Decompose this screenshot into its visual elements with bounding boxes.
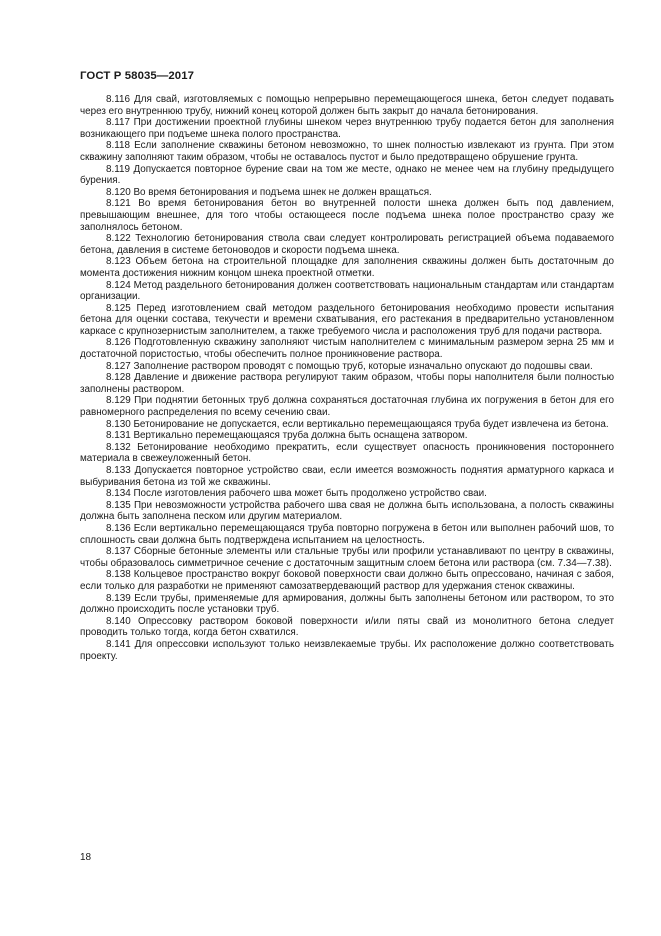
clause-8-122: 8.122 Технологию бетонирования ствола сваи следует контролировать регистрацией объема подаваемого бетона, давления в системе бетоноводов и скорости подъема шнека.: [80, 233, 614, 256]
clause-8-132: 8.132 Бетонирование необходимо прекратить, если существует опасность проникновения постороннего материала в свежеуложенный бетон.: [80, 441, 614, 465]
document-header: ГОСТ Р 58035—2017: [80, 70, 195, 82]
clause-8-140: 8.140 Опрессовку раствором боковой поверхности и/или пяты свай из монолитного бетона следует проводить только тогда, когда бетон схватился.: [80, 615, 614, 639]
clause-8-123: 8.123 Объем бетона на строительной площадке для заполнения скважины должен быть достаточным до момента достижения нижним концом шнека проектной отметки.: [80, 256, 614, 279]
clause-8-131: 8.131 Вертикально перемещающаяся труба должна быть оснащена затвором.: [106, 430, 468, 442]
clause-8-134: 8.134 После изготовления рабочего шва может быть продолжено устройство сваи.: [106, 488, 487, 500]
clause-8-135: 8.135 При невозможности устройства рабочего шва свая не должна быть использована, а полость скважины должна быть заполнена песком или другим материалом.: [80, 499, 614, 523]
clause-8-136: 8.136 Если вертикально перемещающаяся труба повторно погружена в бетон или выполнен рабочий шов, то сплошность сваи должна быть подтверждена испытанием на целостность.: [80, 522, 614, 546]
clause-8-121: 8.121 Во время бетонирования бетон во внутренней полости шнека должен быть под давлением, превышающим внешнее, для того чтобы остающееся после подъема шнека полое пространство сразу же заполнялось бетоном.: [80, 198, 614, 233]
clause-8-138: 8.138 Кольцевое пространство вокруг боковой поверхности сваи должно быть опрессовано, начиная с забоя, если только для разработки не применяют самозатвердевающий раствор для удержания стенок скважины.: [80, 569, 614, 592]
clause-8-118: 8.118 Если заполнение скважины бетоном невозможно, то шнек полностью извлекают из грунта. При этом скважину заполняют таким образом, чтобы не оставалось пустот и было предотвращено обрушение грунта.: [80, 140, 614, 163]
page-number: 18: [80, 852, 92, 863]
clause-8-119: 8.119 Допускается повторное бурение сваи на том же месте, однако не менее чем на глубину предыдущего бурения.: [80, 163, 614, 187]
clause-8-139: 8.139 Если трубы, применяемые для армирования, должны быть заполнены бетоном или раствором, то это должно происходить после установки труб.: [80, 592, 614, 616]
clause-8-141: 8.141 Для опрессовки используют только неизвлекаемые трубы. Их расположение должно соответствовать проекту.: [80, 638, 614, 662]
clause-8-117: 8.117 При достижении проектной глубины шнеком через внутреннюю трубу подается бетон для заполнения возникающего при подъеме шнека полого пространства.: [80, 117, 614, 140]
clause-8-125: 8.125 Перед изготовлением свай методом раздельного бетонирования необходимо провести испытания бетона для оценки состава, текучести и времени схватывания, его растекания в предварительно установленном каркасе с крупнозернистым заполнителем, а также требуемого числа и расположения труб для подачи раствора.: [80, 302, 614, 337]
clause-8-137: 8.137 Сборные бетонные элементы или стальные трубы или профили устанавливают по центру в скважины, чтобы образовалось симметричное сечение с достаточным защитным слоем бетона или раствора (см. 7.34—7.38).: [80, 546, 614, 569]
body-text: [80, 94, 614, 662]
clause-8-116: 8.116 Для свай, изготовляемых с помощью непрерывно перемещающегося шнека, бетон следует подавать через его внутреннюю трубу, нижний конец которой должен быть закрыт до начала бетонирования.: [80, 94, 614, 117]
clause-8-127: 8.127 Заполнение раствором проводят с помощью труб, которые изначально опускают до подошвы сваи.: [106, 360, 593, 372]
clause-8-120: 8.120 Во время бетонирования и подъема шнек не должен вращаться.: [106, 186, 432, 198]
clause-8-130: 8.130 Бетонирование не допускается, если вертикально перемещающаяся труба будет извлечена из бетона.: [106, 418, 609, 430]
clause-8-126: 8.126 Подготовленную скважину заполняют чистым наполнителем с минимальным размером зерна 25 мм и достаточной пористостью, чтобы обеспечить полное проникновение раствора.: [80, 337, 614, 361]
clause-8-124: 8.124 Метод раздельного бетонирования должен соответствовать национальным стандартам или стандартам организации.: [80, 279, 614, 303]
clause-8-128: 8.128 Давление и движение раствора регулируют таким образом, чтобы поры наполнителя были полностью заполнены раствором.: [80, 372, 614, 395]
clause-8-133: 8.133 Допускается повторное устройство сваи, если имеется возможность поднятия арматурного каркаса и выбуривания бетона из той же скважины.: [80, 465, 614, 488]
clause-8-129: 8.129 При поднятии бетонных труб должна сохраняться достаточная глубина их погружения в бетон для его равномерного распределения по всему сечению сваи.: [80, 395, 614, 419]
